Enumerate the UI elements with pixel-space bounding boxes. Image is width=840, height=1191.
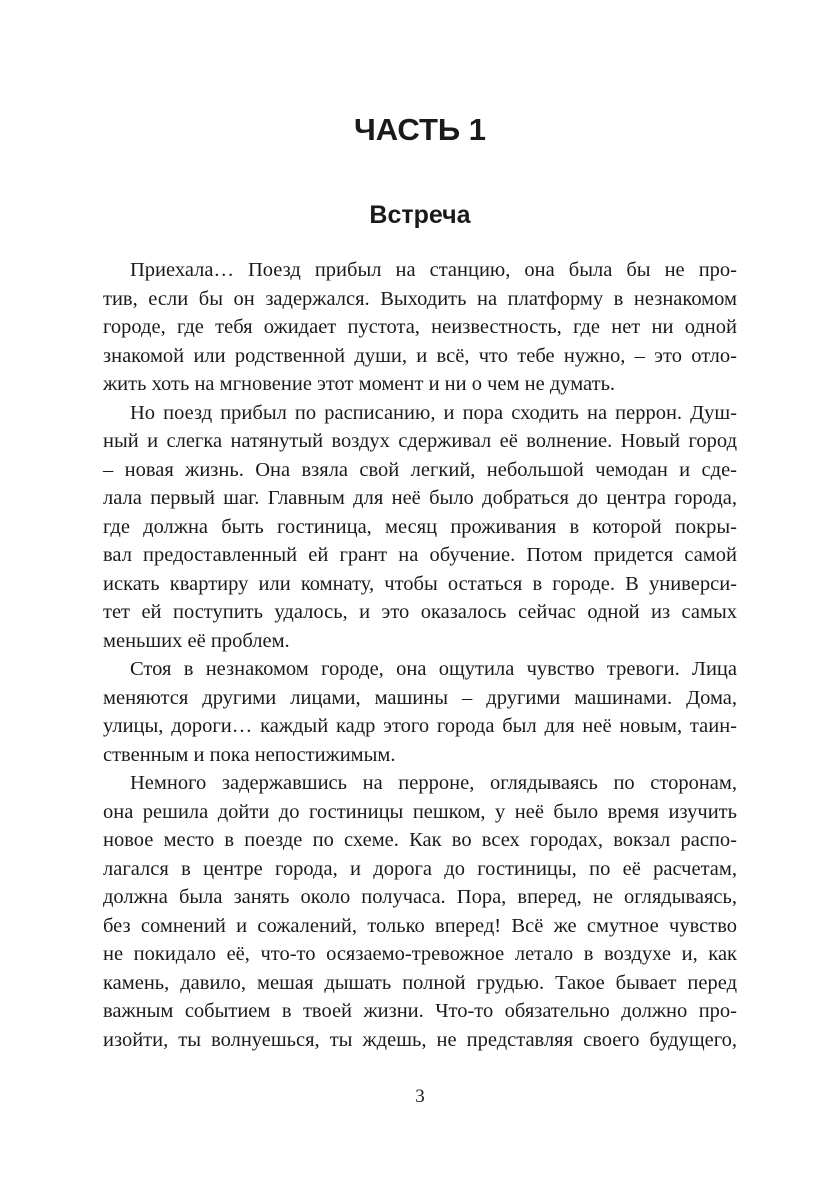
text-line: городе, где тебя ожидает пустота, неизвестность, где нет ни одной: [103, 316, 737, 338]
paragraph: [103, 256, 737, 399]
paragraph: [103, 655, 737, 769]
text-line: тет ей поступить удалось, и это оказалось сейчас одной из самых: [103, 601, 737, 623]
text-line: лагался в центре города, и дорога до гостиницы, по её расчетам,: [103, 857, 737, 880]
text-line: новое место в поезде по схеме. Как во всех городах, вокзал распо-: [103, 829, 737, 851]
part-title: ЧАСТЬ 1: [353, 112, 487, 147]
text-line: без сомнений и сожалений, только вперед! Всё же смутное чувство: [103, 914, 737, 937]
text-line: она решила дойти до гостиницы пешком, у неё было время изучить: [103, 800, 737, 823]
text-line: камень, давило, мешая дышать полной грудью. Такое бывает перед: [103, 971, 737, 994]
text-line: тив, если бы он задержался. Выходить на платформу в незнакомом: [103, 287, 737, 310]
text-line: не покидало её, что-то осязаемо-тревожное летало в воздухе и, как: [103, 943, 737, 965]
paragraph: [103, 769, 737, 1054]
text-line: ственным и пока непостижимым.: [103, 743, 396, 766]
text-line: лала первый шаг. Главным для неё было добраться до центра города,: [103, 487, 737, 509]
text-line: должна была занять около получаса. Пора, вперед, не оглядываясь,: [103, 886, 737, 908]
text-line: изойти, ты волнуешься, ты ждешь, не представляя своего будущего,: [103, 1028, 737, 1051]
text-line: важным событием в твоей жизни. Что-то обязательно должно про-: [103, 1000, 737, 1022]
text-line: где должна быть гостиница, месяц проживания в которой покры-: [103, 515, 737, 538]
text-line: Но поезд прибыл по расписанию, и пора сходить на перрон. Душ-: [130, 401, 737, 424]
text-line: меняются другими лицами, машины – другими машинами. Дома,: [103, 686, 737, 709]
text-line: Немного задержавшись на перроне, оглядываясь по сторонам,: [130, 772, 737, 794]
text-line: улицы, дороги… каждый кадр этого города был для неё новым, таин-: [103, 715, 737, 737]
text-line: Приехала… Поезд прибыл на станцию, она была бы не про-: [130, 259, 737, 281]
text-line: ный и слегка натянутый воздух сдерживал её волнение. Новый город: [103, 430, 737, 452]
text-line: вал предоставленный ей грант на обучение. Потом придется самой: [103, 544, 737, 566]
text-line: меньших её проблем.: [103, 629, 290, 652]
text-line: Стоя в незнакомом городе, она ощутила чувство тревоги. Лица: [130, 658, 737, 680]
chapter-title: Встреча: [369, 201, 471, 229]
paragraph: [103, 399, 737, 656]
text-line: – новая жизнь. Она взяла свой легкий, небольшой чемодан и сде-: [103, 458, 737, 481]
body-text: [103, 256, 737, 1054]
page-number: 3: [415, 1086, 425, 1107]
text-line: жить хоть на мгновение этот момент и ни о чем не думать.: [103, 373, 616, 395]
text-line: искать квартиру или комнату, чтобы остаться в городе. В универси-: [103, 572, 737, 595]
text-line: знакомой или родственной души, и всё, что тебе нужно, – это отло-: [103, 344, 737, 367]
